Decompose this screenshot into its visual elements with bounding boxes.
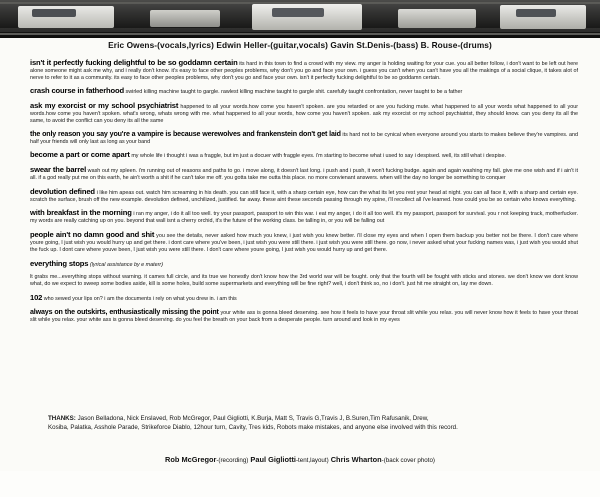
car — [150, 10, 220, 27]
song-title: devolution defined — [30, 186, 95, 196]
recording-engineer-role: -(recording) — [216, 457, 249, 464]
production-credits — [0, 455, 600, 464]
song-entry — [30, 231, 578, 254]
song-lyrics: lt grabs me...everything stops without warning. it cames full circle, and its true we honestly don't know how the 3rd world war will be fought. only that the fourth will be fought with sticks and stones. we don't know we dont know what, do we expect to sweep some bodies aside, kill is some holes, build some supermarkets and everything will be fine right? well, i don't think so, no i don't. just hit me straight on, lay me down. — [30, 274, 578, 288]
song-entry — [30, 294, 578, 303]
song-lyrics: you see the details, never asked how much you knew, i just wish you knew better. i'll close my eyes and when I open them backup you better not be there. I don't care where youre going, I just wish you would hurry up and get there. i dont care where you've been, i just wish you were still there. i just wish you were still there. go now, i never asked what your fucking names was, i just wish you would shut the fuck up. I dont care where youve been, I just wish you were still there. I don't care where youre going, I just wish you would hurry up and get there. — [30, 233, 578, 254]
thanks-label: THANKS: — [48, 415, 76, 422]
band-credits: Eric Owens-(vocals,lyrics) Edwin Heller-(guitar,vocals) Gavin St.Denis-(bass) B. Rouse-(drums) — [108, 40, 492, 50]
song-annotation: (lyrical assistance by e materr) — [89, 261, 163, 268]
song-entry — [30, 188, 578, 204]
lyrics-body — [30, 53, 578, 329]
song-lyrics: happened to all your words.how come you haven't spoken. are you retarded or are you fucking mute. what happened to all your words what happened to all your words.how come you haven't spoken. what's wrong, whats wrong with me. what happened to all your words, how come you haven't spoken. ask my exorcist or my school psychiatrist, they should know. can you deny its all the same, to avoid the conflict can you deny its all the same — [30, 103, 578, 125]
mastering-role: -tent,layout) — [295, 457, 329, 464]
song-title: isn't it perfectly fucking delightful to be so goddamn certain — [30, 57, 238, 67]
song-title: with breakfast in the morning — [30, 208, 132, 218]
song-lyrics: who sewed your lips on? i am the documents i rely on what you drew in. i am this — [43, 296, 237, 303]
photographer-name: Chris Wharton — [330, 455, 382, 464]
song-entry — [30, 87, 578, 96]
car — [398, 9, 476, 28]
song-lyrics: i like him apeas out. watch him screaming in his death. you can still face it, with a sharp certain eye, how can the what its let you rest your head at night. you can all face it, with a sharp and certain eye. scratch the surface, brush off the new example. devolution defined, unchilized, justified. far away. these aint these seconds passing through my spine, i'll recollect all i've learned. how could you be so certain who knows everything. — [30, 189, 578, 203]
recording-engineer-name: Rob McGregor — [165, 455, 217, 464]
song-title: become a part or come apart — [30, 150, 130, 160]
thanks-block — [48, 414, 560, 432]
song-entry — [30, 131, 578, 146]
car — [18, 6, 114, 28]
lane-marking — [0, 33, 600, 35]
thanks-line-2: Kosiba, Palatka, Asshole Parade, Strikeforce Diablo, 12hour turn, Cavity, Tres kids, Robots make mistakes, and anyone else involved with this record. — [48, 424, 458, 431]
song-title: crash course in fatherhood — [30, 86, 124, 96]
highway-cars-photo — [0, 0, 600, 38]
song-entry — [30, 151, 578, 160]
song-lyrics: wash out my spleen. i'm running out of reasons and paths to go. i move along, it doesn't last long. i push and i push, it won't fucking budge. again and again washing my fall. give me one wish and if i ain't it all. if a god really put me on this earth, he ain't worth a shit if he can't take me off. you gotta take me outta this place. no more convienant answers. when will the day no longer be something to conquer — [30, 167, 578, 182]
song-entry — [30, 59, 578, 82]
song-title: ask my exorcist or my school psychiatrist — [30, 100, 179, 110]
song-entry — [30, 166, 578, 182]
song-entry — [30, 274, 578, 288]
song-title: people ain't no damn good and shit — [30, 230, 155, 239]
song-title: everything stops — [30, 258, 89, 268]
song-lyrics: swirled killing machine taught to gargle. rawlest killing machine taught to gargle shit. carefully taught confrontation, never taught to be a father — [125, 89, 463, 96]
bottom-margin — [0, 471, 600, 497]
song-entry — [30, 102, 578, 125]
song-lyrics: its hard not to be cynical when everyone around you starts to makes believe they're vampires. and half your friends will only last as long as your band — [30, 131, 579, 145]
photographer-role: -(back cover photo) — [381, 457, 435, 464]
song-title: always on the outskirts, enthusiastically missing the point — [30, 307, 219, 316]
song-lyrics: your white ass is gonna bleed deserving. see how it feels to have your throat slit while you relax. you will never know how it feels to have your throat slit while you relax. your white ass is gonna bleed deserving. do you feel the breath on your back from a desperate people. turn around and look in my eyes — [30, 309, 579, 323]
song-lyrics: its hard in this town to find a crowd with my view. my anger is holding waiting for your cue. you all better follow, i don't want to be left out here alone someone might ask me why, and i really don't know. it's easy to face other peoples problems, why don't you go and face your own. i guess you can't when you can't have you all the makings of a social clique, it takes alot of nerve to refer to it as a community. its easy to face other peoples problems, why don't you go and face your own. isn't it perfectly fucking delightful to be so goddamn certain. — [30, 60, 578, 81]
song-entry — [30, 260, 578, 269]
song-entry — [30, 309, 578, 324]
mastering-name: Paul Gigliotti — [250, 455, 296, 464]
song-lyrics: my whole life i thought i was a fraggle, but im just a docuer with fraggle eyes. i'm starting to become what i used to say i despised. well, its still what i despise. — [131, 153, 506, 160]
song-entry — [30, 209, 578, 225]
car — [252, 4, 362, 30]
song-title: swear the barrel — [30, 164, 87, 174]
song-lyrics: i ran my anger, i do it all too well. try your passport, passport to win this war. i eat my anger, i do it all too well. it's my passport, passport for survival. you r not keeping track, motherfucker. my words are really catching up on you. beyond that wall isnt a cherry orchid, it's the future of the working class. be talling in, or you will be falling out — [30, 211, 578, 225]
thanks-line-1: Jason Belladona, Nick Enslaved, Rob McGregor, Paul Gigliotti, K.Burja, Matt S, Travis G,Travis J, B.Suren,Tim Rafusanik, Drew, — [77, 415, 429, 422]
song-title: the only reason you say you're a vampire is because werewolves and frankenstein don't get laid — [30, 129, 341, 138]
car — [500, 5, 586, 29]
song-title: 102 — [30, 293, 43, 303]
